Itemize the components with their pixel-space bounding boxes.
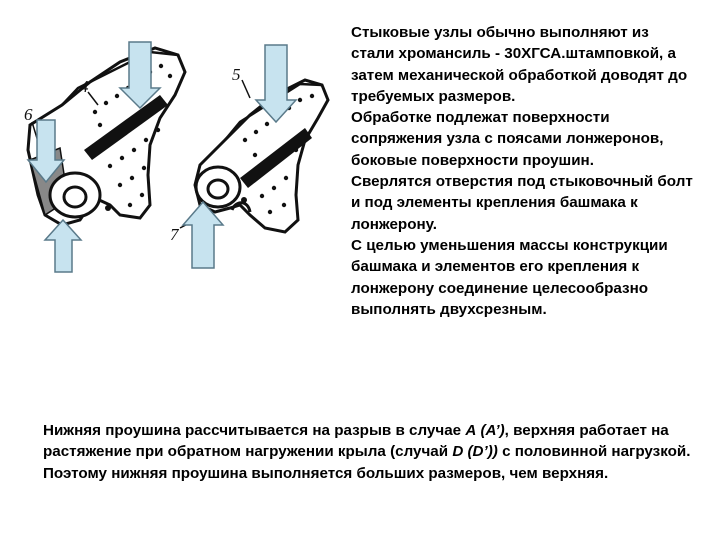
lug-text-part3: с половинной нагрузкой. Поэтому нижняя проушина выполняется больших размеров, чем верхняя.	[43, 443, 691, 482]
right-text-block	[351, 22, 696, 320]
paragraph-lug-calculation	[43, 420, 703, 484]
lug-text-part2: , верхняя работает на растяжение при обратном нагружении крыла (случай	[43, 422, 669, 461]
label-7: 7	[170, 225, 179, 244]
label-5: 5	[232, 65, 241, 84]
paragraph-drilling: Сверлятся отверстия под стыковочный болт и под элементы крепления башмака к лонжерону.	[351, 173, 693, 233]
case-d: D (D’))	[452, 443, 498, 461]
paragraph-material: Стыковые узлы обычно выполняют из стали хромансиль - 30ХГСА.штамповкой, а затем механической обработкой доводят до требуемых размеров.	[351, 24, 688, 105]
joint-fittings-figure	[0, 0, 345, 290]
case-a: А (А’)	[465, 422, 505, 439]
lug-text-part1: Нижняя проушина рассчитывается на разрыв в случае	[43, 422, 466, 439]
paragraph-mass-reduction: С целью уменьшения массы конструкции башмака и элементов его крепления к лонжерону соединение целесообразно выполнять двухсрезным.	[351, 236, 668, 318]
bottom-text-block	[43, 420, 703, 484]
label-4: 4	[80, 77, 89, 96]
paragraph-machining: Обработке подлежат поверхности сопряжения узла с поясами лонжеронов, боковые поверхности проушин.	[351, 109, 664, 169]
label-6: 6	[24, 105, 33, 124]
arrow-up-left	[45, 220, 81, 272]
